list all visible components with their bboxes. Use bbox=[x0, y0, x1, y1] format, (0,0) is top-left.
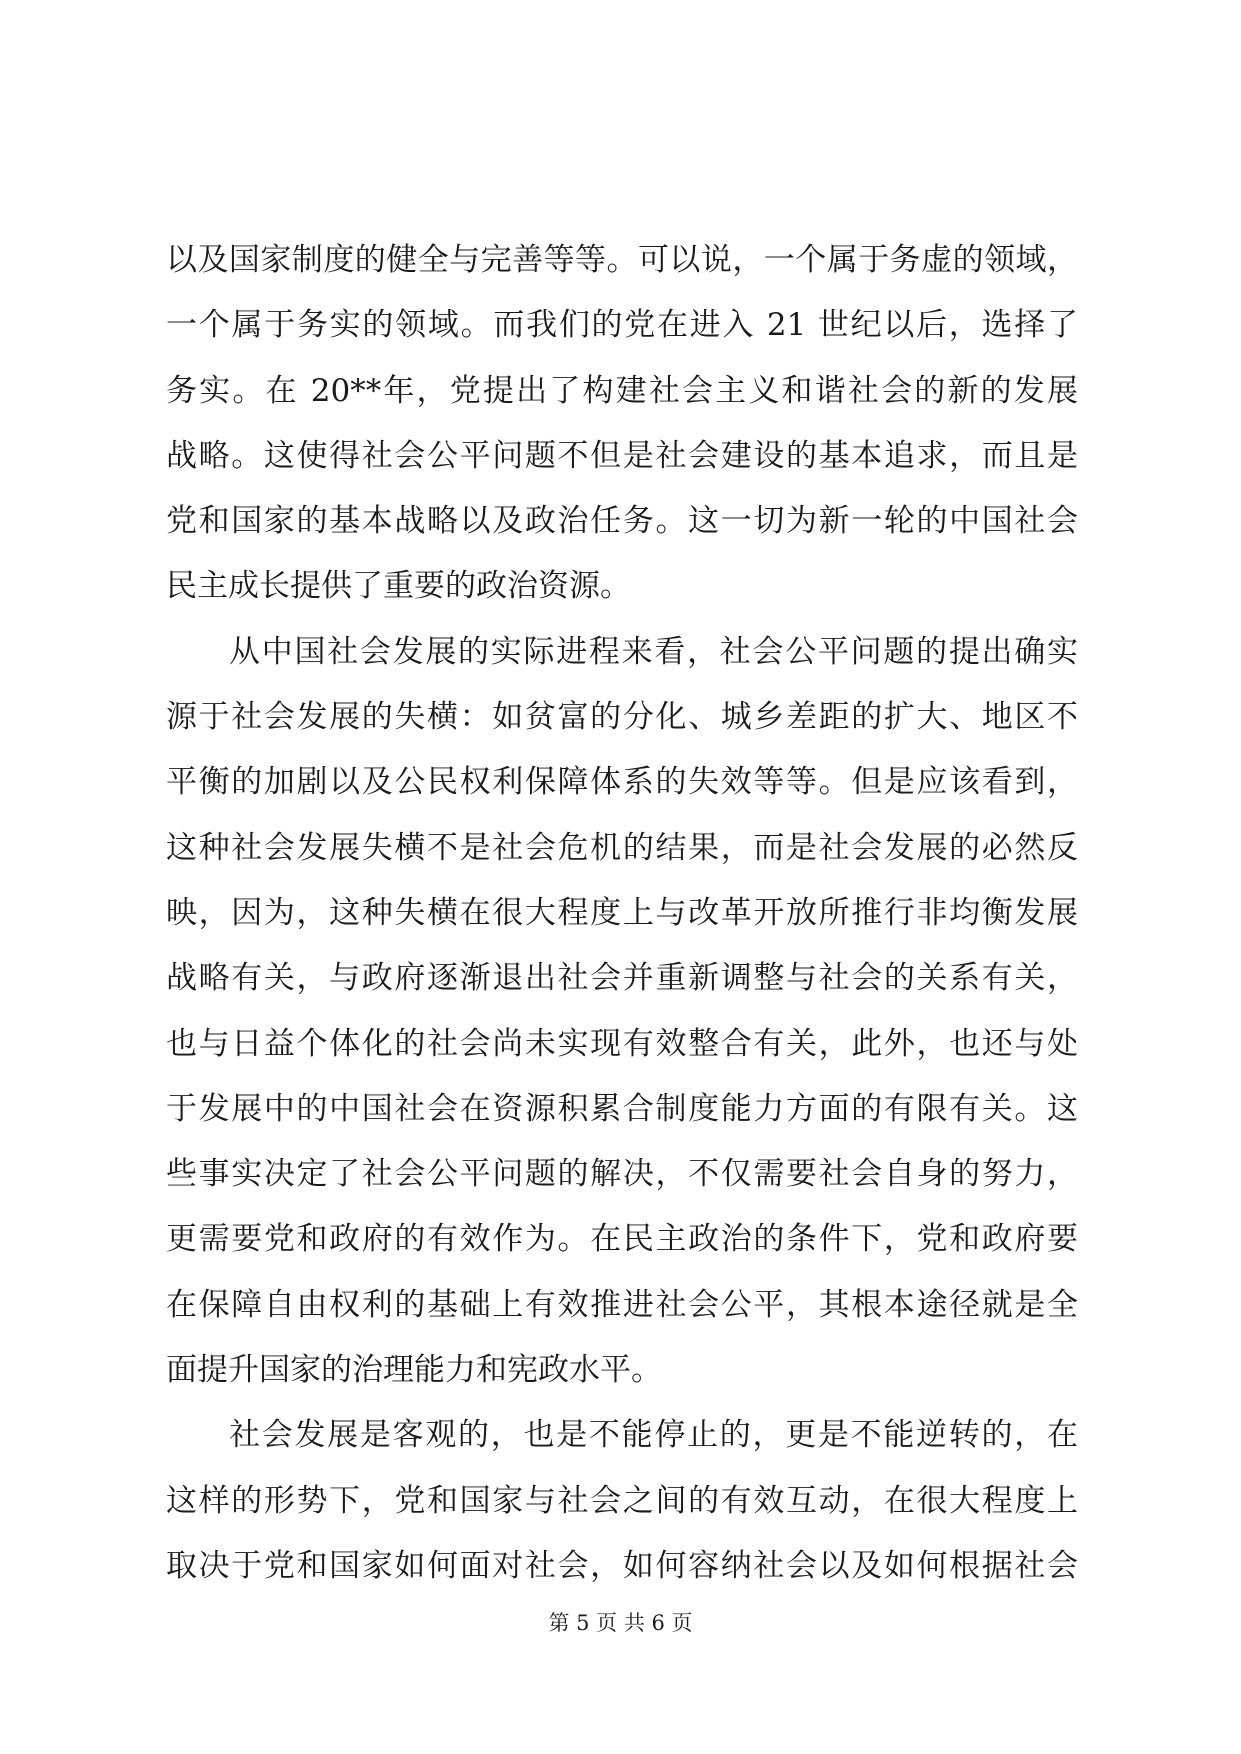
text-line: 务实。在 20**年，党提出了构建社会主义和谐社会的新的发展 bbox=[166, 372, 1078, 409]
paragraph-1 bbox=[166, 228, 1078, 620]
text-line: 源于社会发展的失横：如贫富的分化、城乡差距的扩大、地区不 bbox=[166, 699, 1078, 736]
text-line: 面提升国家的治理能力和宪政水平。 bbox=[166, 1352, 662, 1389]
paragraph-3 bbox=[166, 1403, 1078, 1599]
text-line: 社会发展是客观的，也是不能停止的，更是不能逆转的，在 bbox=[229, 1417, 1078, 1454]
text-line: 党和国家的基本战略以及政治任务。这一切为新一轮的中国社会 bbox=[166, 503, 1078, 540]
text-line: 也与日益个体化的社会尚未实现有效整合有关，此外，也还与处 bbox=[166, 1025, 1078, 1062]
document-body bbox=[166, 228, 1078, 1599]
text-line: 战略有关，与政府逐渐退出社会并重新调整与社会的关系有关， bbox=[166, 960, 1078, 997]
text-line: 映，因为，这种失横在很大程度上与改革开放所推行非均衡发展 bbox=[166, 894, 1078, 931]
text-line: 一个属于务实的领域。而我们的党在进入 21 世纪以后，选择了 bbox=[166, 307, 1078, 344]
text-line: 民主成长提供了重要的政治资源。 bbox=[166, 568, 631, 605]
text-line: 从中国社会发展的实际进程来看，社会公平问题的提出确实 bbox=[229, 633, 1078, 670]
text-line: 战略。这使得社会公平问题不但是社会建设的基本追求，而且是 bbox=[166, 437, 1078, 474]
text-line: 以及国家制度的健全与完善等等。可以说，一个属于务虚的领域， bbox=[166, 242, 1078, 278]
text-line: 更需要党和政府的有效作为。在民主政治的条件下，党和政府要 bbox=[166, 1221, 1078, 1258]
paragraph-2 bbox=[166, 620, 1078, 1404]
text-line: 这种社会发展失横不是社会危机的结果，而是社会发展的必然反 bbox=[166, 829, 1078, 866]
text-line: 平衡的加剧以及公民权利保障体系的失效等等。但是应该看到， bbox=[166, 764, 1078, 801]
text-line: 取决于党和国家如何面对社会，如何容纳社会以及如何根据社会 bbox=[166, 1547, 1078, 1584]
page-footer bbox=[0, 1608, 1241, 1638]
page-number: 第 5 页 共 6 页 bbox=[548, 1611, 693, 1635]
text-line: 些事实决定了社会公平问题的解决，不仅需要社会自身的努力， bbox=[166, 1156, 1078, 1193]
text-line: 于发展中的中国社会在资源积累合制度能力方面的有限有关。这 bbox=[166, 1090, 1078, 1127]
text-line: 这样的形势下，党和国家与社会之间的有效互动，在很大程度上 bbox=[166, 1482, 1078, 1519]
text-line: 在保障自由权利的基础上有效推进社会公平，其根本途径就是全 bbox=[166, 1286, 1078, 1323]
